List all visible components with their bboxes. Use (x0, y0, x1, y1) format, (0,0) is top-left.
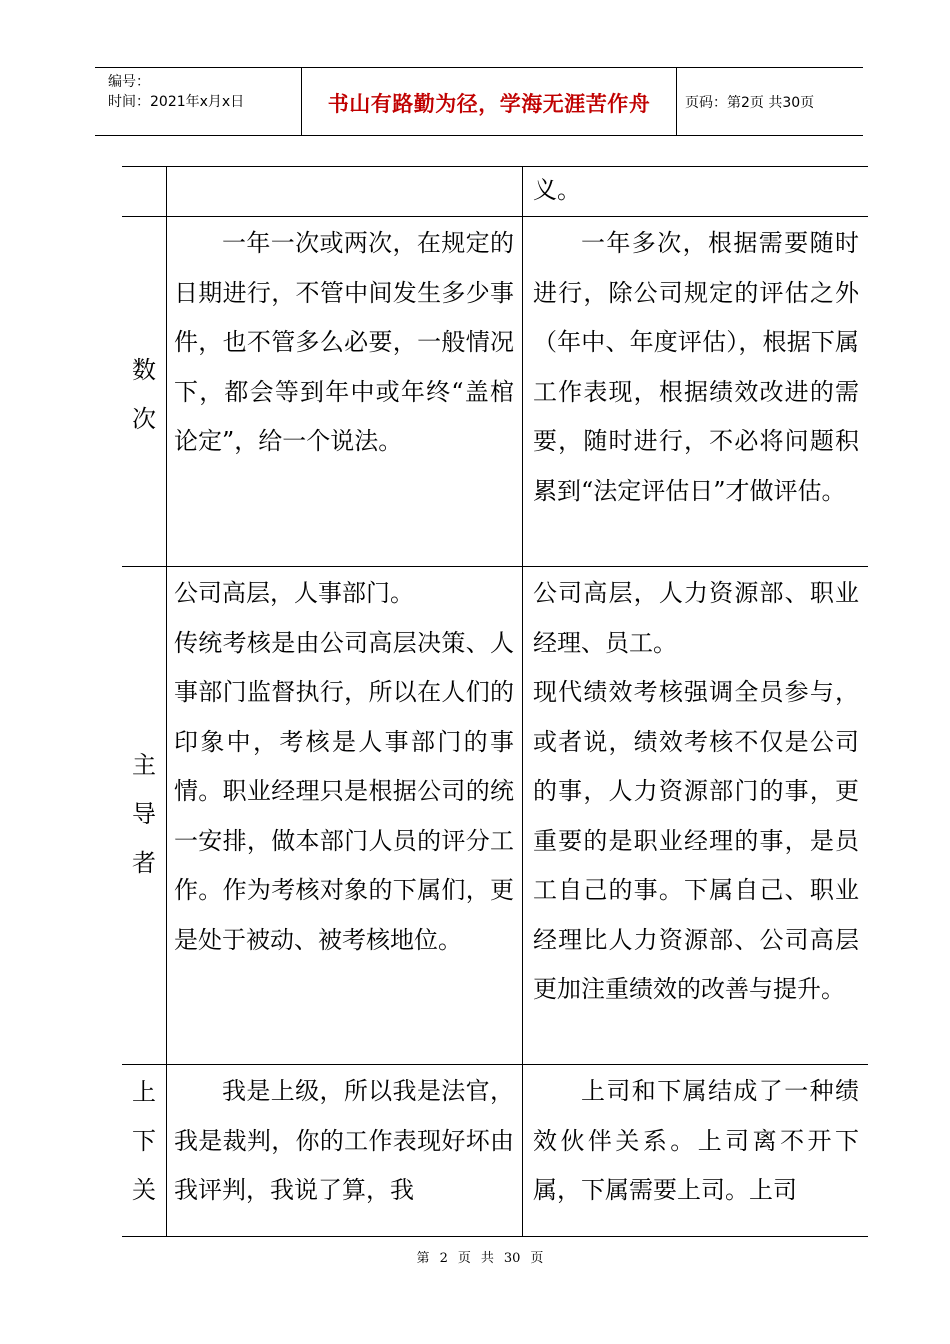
page-footer (0, 1247, 950, 1266)
header-bottom-rule (95, 135, 863, 136)
cell-text: 现代绩效考核强调全员参与，或者说，绩效考核不仅是公司的事，人力资源部门的事，更重要的是职业经理的事，是员工自己的事。下属自己、职业经理比人力资源部、公司高层更加注重绩效的改善与提升。 (533, 678, 859, 1003)
header-page-info: 页码：第2页 共30页 (685, 95, 815, 111)
table-cell-modern-relationship (533, 1067, 859, 1216)
table-cell-modern-frequency (533, 219, 859, 516)
row-label-char: 主 (132, 751, 156, 779)
footer-text: 页 (530, 1251, 544, 1266)
row-label-char: 数 (132, 356, 156, 384)
table-cell-modern-leader (533, 569, 859, 1015)
table-cell-traditional-leader (174, 569, 514, 965)
cell-text: 公司高层，人力资源部、职业经理、员工。 (533, 579, 859, 657)
cell-text: 一年多次，根据需要随时进行，除公司规定的评估之外（年中、年度评估），根据下属工作表现，根据绩效改进的需要，随时进行，不必将问题积累到“法定评估日”才做评估。 (533, 229, 859, 505)
cell-text: 上司和下属结成了一种绩效伙伴关系。上司离不开下属，下属需要上司。上司 (533, 1077, 859, 1204)
header-motto: 书山有路勤为径，学海无涯苦作舟 (327, 92, 651, 116)
row-label-char: 导 (132, 800, 156, 828)
footer-total-pages: 30 (503, 1251, 521, 1266)
cell-text: 我是上级，所以我是法官，我是裁判，你的工作表现好坏由我评判，我说了算，我 (174, 1077, 514, 1204)
cell-text: 公司高层，人事部门。 (174, 579, 414, 607)
row-label-leader (122, 741, 166, 888)
header-meta (108, 72, 244, 112)
row-divider (122, 566, 868, 567)
table-cell-modern-continuation: 义。 (533, 176, 581, 204)
serial-label: 编号： (108, 74, 150, 90)
header-top-rule (95, 67, 863, 68)
footer-text: 页 (457, 1251, 471, 1266)
footer-text: 共 (480, 1251, 494, 1266)
row-label-char: 下 (132, 1127, 156, 1155)
header-divider-right (676, 67, 677, 135)
time-label: 时间：2021年x月x日 (108, 94, 245, 110)
footer-text: 第 (416, 1251, 430, 1266)
row-divider (122, 1236, 868, 1237)
column-divider (522, 166, 523, 1236)
cell-text: 一年一次或两次，在规定的日期进行，不管中间发生多少事件，也不管多么必要，一般情况下，都会等到年中或年终“盖棺论定”，给一个说法。 (174, 229, 514, 455)
row-label-char: 者 (132, 849, 156, 877)
table-cell-traditional-frequency (174, 219, 514, 467)
row-divider (122, 216, 868, 217)
row-label-char: 上 (132, 1078, 156, 1106)
comparison-table (122, 166, 868, 1237)
row-label-frequency (122, 346, 166, 444)
footer-page-number: 2 (439, 1251, 448, 1266)
row-label-char: 次 (132, 405, 156, 433)
row-label-char: 关 (132, 1176, 156, 1204)
column-divider (166, 166, 167, 1236)
cell-text: 传统考核是由公司高层决策、人事部门监督执行，所以在人们的印象中，考核是人事部门的事情。职业经理只是根据公司的统一安排，做本部门人员的评分工作。作为考核对象的下属们，更是处于被动、被考核地位。 (174, 628, 514, 954)
table-cell-traditional-relationship (174, 1067, 514, 1216)
row-label-relationship (122, 1068, 166, 1215)
header-divider-left (301, 67, 302, 135)
row-divider (122, 1064, 868, 1065)
